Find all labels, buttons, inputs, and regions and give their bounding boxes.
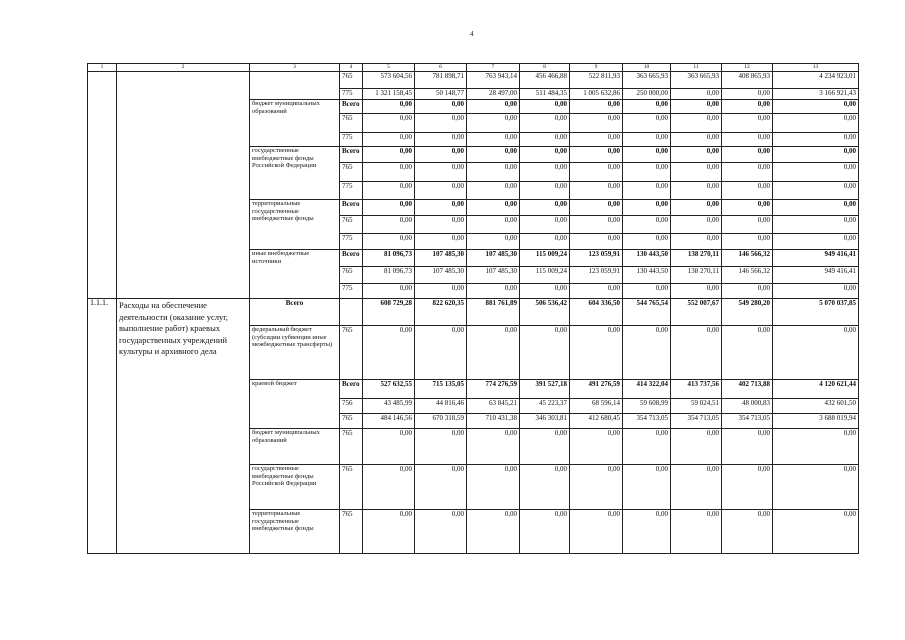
amount-cell: 0,00: [520, 100, 570, 114]
total-amount-cell: 3 166 921,43: [773, 89, 859, 100]
amount-cell: 0,00: [520, 429, 570, 465]
amount-cell: 0,00: [671, 100, 722, 114]
amount-cell: 59 608,99: [623, 399, 671, 414]
amount-cell: 146 566,32: [722, 267, 773, 284]
amount-cell: 0,00: [467, 163, 520, 182]
total-amount-cell: 0,00: [773, 100, 859, 114]
amount-cell: 0,00: [363, 200, 415, 216]
amount-cell: 0,00: [671, 284, 722, 299]
amount-cell: 0,00: [623, 200, 671, 216]
code-cell: Всего: [340, 380, 363, 399]
amount-cell: 0,00: [520, 465, 570, 510]
header-cell: 2: [117, 64, 250, 72]
amount-cell: 0,00: [623, 100, 671, 114]
amount-cell: 107 485,30: [415, 250, 467, 267]
amount-cell: 0,00: [415, 163, 467, 182]
amount-cell: 0,00: [623, 326, 671, 380]
source-label: территориальные государственные внебюджетные фонды: [250, 510, 340, 554]
amount-cell: 0,00: [415, 182, 467, 200]
amount-cell: 822 620,35: [415, 299, 467, 326]
amount-cell: 123 059,91: [570, 250, 623, 267]
amount-cell: 0,00: [363, 147, 415, 163]
amount-cell: 0,00: [363, 182, 415, 200]
code-cell: Всего: [340, 250, 363, 267]
amount-cell: 0,00: [467, 100, 520, 114]
header-row: [88, 64, 859, 72]
code-cell: 775: [340, 182, 363, 200]
budget-table: [87, 63, 859, 554]
amount-cell: 881 761,89: [467, 299, 520, 326]
total-amount-cell: 3 688 019,94: [773, 414, 859, 429]
amount-cell: 506 536,42: [520, 299, 570, 326]
amount-cell: 0,00: [671, 216, 722, 234]
amount-cell: 414 322,04: [623, 380, 671, 399]
source-label: территориальные государственные внебюджетные фонды: [250, 200, 340, 250]
amount-cell: 346 303,81: [520, 414, 570, 429]
amount-cell: 0,00: [520, 163, 570, 182]
total-amount-cell: 5 070 037,85: [773, 299, 859, 326]
code-cell: 765: [340, 326, 363, 380]
amount-cell: 0,00: [520, 114, 570, 133]
amount-cell: 413 737,56: [671, 380, 722, 399]
amount-cell: 0,00: [363, 114, 415, 133]
total-amount-cell: 949 416,41: [773, 267, 859, 284]
amount-cell: 0,00: [520, 284, 570, 299]
amount-cell: 0,00: [671, 510, 722, 554]
amount-cell: 0,00: [722, 89, 773, 100]
total-amount-cell: 0,00: [773, 465, 859, 510]
header-cell: 6: [415, 64, 467, 72]
amount-cell: 527 632,55: [363, 380, 415, 399]
total-amount-cell: 0,00: [773, 147, 859, 163]
amount-cell: 138 270,11: [671, 267, 722, 284]
amount-cell: 0,00: [467, 147, 520, 163]
code-cell: 756: [340, 399, 363, 414]
amount-cell: 138 270,11: [671, 250, 722, 267]
code-cell: 775: [340, 284, 363, 299]
amount-cell: 0,00: [623, 465, 671, 510]
amount-cell: 0,00: [467, 510, 520, 554]
table-row: [88, 299, 859, 326]
total-amount-cell: 0,00: [773, 216, 859, 234]
amount-cell: 0,00: [671, 234, 722, 250]
amount-cell: 484 146,56: [363, 414, 415, 429]
amount-cell: 0,00: [623, 163, 671, 182]
amount-cell: 0,00: [722, 147, 773, 163]
amount-cell: 0,00: [415, 234, 467, 250]
code-cell: 775: [340, 234, 363, 250]
amount-cell: 710 431,38: [467, 414, 520, 429]
amount-cell: 0,00: [415, 465, 467, 510]
header-cell: 8: [520, 64, 570, 72]
header-cell: 12: [722, 64, 773, 72]
amount-cell: 0,00: [415, 284, 467, 299]
amount-cell: 0,00: [671, 89, 722, 100]
amount-cell: 774 276,59: [467, 380, 520, 399]
amount-cell: 0,00: [363, 510, 415, 554]
amount-cell: 0,00: [623, 147, 671, 163]
source-label: федеральный бюджет (субсидии субвенции иные межбюджетные трансферты): [250, 326, 340, 380]
amount-cell: 0,00: [363, 133, 415, 147]
amount-cell: 0,00: [722, 114, 773, 133]
code-cell: Всего: [340, 147, 363, 163]
amount-cell: 552 007,67: [671, 299, 722, 326]
amount-cell: 0,00: [467, 465, 520, 510]
amount-cell: 0,00: [671, 429, 722, 465]
amount-cell: 0,00: [363, 465, 415, 510]
amount-cell: 0,00: [415, 133, 467, 147]
amount-cell: 68 596,14: [570, 399, 623, 414]
amount-cell: 456 466,88: [520, 72, 570, 89]
amount-cell: 0,00: [467, 429, 520, 465]
amount-cell: 0,00: [722, 163, 773, 182]
amount-cell: 573 604,56: [363, 72, 415, 89]
amount-cell: 44 816,46: [415, 399, 467, 414]
header-cell: 7: [467, 64, 520, 72]
amount-cell: 0,00: [467, 200, 520, 216]
code-cell: 775: [340, 133, 363, 147]
amount-cell: 0,00: [415, 200, 467, 216]
amount-cell: 491 276,59: [570, 380, 623, 399]
amount-cell: 250 000,00: [623, 89, 671, 100]
amount-cell: 43 485,99: [363, 399, 415, 414]
code-cell: 765: [340, 114, 363, 133]
total-amount-cell: 432 601,50: [773, 399, 859, 414]
amount-cell: 0,00: [467, 234, 520, 250]
amount-cell: 0,00: [623, 133, 671, 147]
code-cell: Всего: [340, 100, 363, 114]
amount-cell: 0,00: [722, 200, 773, 216]
source-label: бюджет муниципальных образований: [250, 100, 340, 147]
amount-cell: 0,00: [570, 114, 623, 133]
amount-cell: 354 713,05: [623, 414, 671, 429]
total-amount-cell: 0,00: [773, 429, 859, 465]
amount-cell: 0,00: [363, 100, 415, 114]
amount-cell: 763 943,14: [467, 72, 520, 89]
amount-cell: 48 000,83: [722, 399, 773, 414]
header-cell: 11: [671, 64, 722, 72]
amount-cell: 0,00: [623, 284, 671, 299]
amount-cell: 0,00: [570, 234, 623, 250]
code-cell: 765: [340, 414, 363, 429]
amount-cell: 354 713,05: [722, 414, 773, 429]
amount-cell: 363 665,93: [671, 72, 722, 89]
amount-cell: 0,00: [363, 216, 415, 234]
amount-cell: 0,00: [671, 114, 722, 133]
empty-source-cell: [250, 72, 340, 100]
amount-cell: 0,00: [520, 182, 570, 200]
amount-cell: 0,00: [722, 216, 773, 234]
amount-cell: 0,00: [722, 510, 773, 554]
amount-cell: 0,00: [415, 510, 467, 554]
amount-cell: 115 009,24: [520, 267, 570, 284]
total-amount-cell: 0,00: [773, 114, 859, 133]
amount-cell: 0,00: [363, 429, 415, 465]
amount-cell: 0,00: [671, 163, 722, 182]
amount-cell: 0,00: [722, 182, 773, 200]
amount-cell: 0,00: [722, 234, 773, 250]
amount-cell: 0,00: [520, 147, 570, 163]
total-amount-cell: 0,00: [773, 326, 859, 380]
amount-cell: 81 096,73: [363, 267, 415, 284]
amount-cell: 0,00: [623, 216, 671, 234]
amount-cell: 402 713,88: [722, 380, 773, 399]
amount-cell: 549 280,20: [722, 299, 773, 326]
amount-cell: 0,00: [415, 429, 467, 465]
source-label: бюджет муниципальных образований: [250, 429, 340, 465]
amount-cell: 107 485,30: [467, 267, 520, 284]
amount-cell: 391 527,18: [520, 380, 570, 399]
header-cell: 1: [88, 64, 117, 72]
amount-cell: 511 484,35: [520, 89, 570, 100]
amount-cell: 0,00: [671, 147, 722, 163]
amount-cell: 123 059,91: [570, 267, 623, 284]
amount-cell: 0,00: [623, 114, 671, 133]
header-cell: 3: [250, 64, 340, 72]
amount-cell: 0,00: [520, 326, 570, 380]
amount-cell: 0,00: [722, 465, 773, 510]
amount-cell: 0,00: [623, 510, 671, 554]
code-cell: 775: [340, 89, 363, 100]
amount-cell: 0,00: [722, 100, 773, 114]
source-label: государственные внебюджетные фонды Российской Федерации: [250, 465, 340, 510]
amount-cell: 0,00: [363, 234, 415, 250]
code-cell: [340, 299, 363, 326]
empty-description-cell: [117, 72, 250, 299]
amount-cell: 130 443,50: [623, 250, 671, 267]
amount-cell: 130 443,50: [623, 267, 671, 284]
amount-cell: 0,00: [520, 133, 570, 147]
amount-cell: 0,00: [363, 163, 415, 182]
item-description: Расходы на обеспечение деятельности (оказание услуг, выполнение работ) краевых государственных учреждений культуры и архивного дела: [117, 299, 250, 554]
code-cell: 765: [340, 163, 363, 182]
header-cell: 13: [773, 64, 859, 72]
amount-cell: 28 497,00: [467, 89, 520, 100]
amount-cell: 45 223,37: [520, 399, 570, 414]
amount-cell: 412 680,45: [570, 414, 623, 429]
amount-cell: 0,00: [671, 326, 722, 380]
total-amount-cell: 0,00: [773, 182, 859, 200]
code-cell: 765: [340, 216, 363, 234]
amount-cell: 0,00: [467, 133, 520, 147]
amount-cell: 0,00: [671, 200, 722, 216]
amount-cell: 715 135,05: [415, 380, 467, 399]
source-label: государственные внебюджетные фонды Российской Федерации: [250, 147, 340, 200]
header-cell: 10: [623, 64, 671, 72]
code-cell: 765: [340, 465, 363, 510]
amount-cell: 59 024,51: [671, 399, 722, 414]
source-label: краевой бюджет: [250, 380, 340, 429]
total-amount-cell: 0,00: [773, 200, 859, 216]
amount-cell: 0,00: [415, 100, 467, 114]
amount-cell: 0,00: [570, 147, 623, 163]
amount-cell: 0,00: [520, 200, 570, 216]
code-cell: 765: [340, 429, 363, 465]
amount-cell: 408 865,93: [722, 72, 773, 89]
total-amount-cell: 0,00: [773, 284, 859, 299]
amount-cell: 107 485,30: [467, 250, 520, 267]
total-amount-cell: 0,00: [773, 163, 859, 182]
amount-cell: 0,00: [722, 133, 773, 147]
header-cell: 9: [570, 64, 623, 72]
amount-cell: 0,00: [570, 510, 623, 554]
table-row: [88, 72, 859, 89]
amount-cell: 0,00: [570, 284, 623, 299]
page-number: 4: [470, 30, 474, 38]
amount-cell: 0,00: [363, 326, 415, 380]
code-cell: 765: [340, 72, 363, 89]
amount-cell: 0,00: [363, 284, 415, 299]
total-amount-cell: 0,00: [773, 234, 859, 250]
amount-cell: 670 318,59: [415, 414, 467, 429]
amount-cell: 0,00: [570, 100, 623, 114]
amount-cell: 0,00: [570, 429, 623, 465]
amount-cell: 0,00: [415, 216, 467, 234]
amount-cell: 604 336,50: [570, 299, 623, 326]
amount-cell: 0,00: [570, 216, 623, 234]
amount-cell: 354 713,05: [671, 414, 722, 429]
amount-cell: 0,00: [570, 465, 623, 510]
total-amount-cell: 949 416,41: [773, 250, 859, 267]
amount-cell: 107 485,30: [415, 267, 467, 284]
amount-cell: 0,00: [623, 182, 671, 200]
amount-cell: 0,00: [570, 133, 623, 147]
total-amount-cell: 4 120 621,44: [773, 380, 859, 399]
amount-cell: 0,00: [570, 182, 623, 200]
empty-number-cell: [88, 72, 117, 299]
amount-cell: 363 665,93: [623, 72, 671, 89]
amount-cell: 0,00: [520, 234, 570, 250]
amount-cell: 63 845,21: [467, 399, 520, 414]
amount-cell: 81 096,73: [363, 250, 415, 267]
amount-cell: 0,00: [570, 163, 623, 182]
amount-cell: 0,00: [623, 234, 671, 250]
amount-cell: 0,00: [570, 200, 623, 216]
amount-cell: 0,00: [671, 465, 722, 510]
amount-cell: 0,00: [415, 114, 467, 133]
source-label: иные внебюджетные источники: [250, 250, 340, 299]
amount-cell: 0,00: [467, 216, 520, 234]
amount-cell: 0,00: [467, 182, 520, 200]
amount-cell: 544 765,54: [623, 299, 671, 326]
amount-cell: 0,00: [415, 326, 467, 380]
amount-cell: 0,00: [467, 114, 520, 133]
amount-cell: 0,00: [722, 284, 773, 299]
total-amount-cell: 0,00: [773, 133, 859, 147]
amount-cell: 0,00: [467, 284, 520, 299]
amount-cell: 50 148,77: [415, 89, 467, 100]
amount-cell: 0,00: [671, 133, 722, 147]
amount-cell: 0,00: [467, 326, 520, 380]
amount-cell: 0,00: [570, 326, 623, 380]
code-cell: Всего: [340, 200, 363, 216]
amount-cell: 522 811,93: [570, 72, 623, 89]
header-cell: 5: [363, 64, 415, 72]
amount-cell: 0,00: [671, 182, 722, 200]
amount-cell: 146 566,32: [722, 250, 773, 267]
header-cell: 4: [340, 64, 363, 72]
total-amount-cell: 4 234 923,01: [773, 72, 859, 89]
code-cell: 765: [340, 510, 363, 554]
amount-cell: 1 321 158,45: [363, 89, 415, 100]
code-cell: 765: [340, 267, 363, 284]
amount-cell: 608 729,28: [363, 299, 415, 326]
amount-cell: 0,00: [520, 510, 570, 554]
amount-cell: 115 009,24: [520, 250, 570, 267]
amount-cell: 1 005 632,86: [570, 89, 623, 100]
item-number: 1.1.1.: [88, 299, 117, 554]
total-label: Всего: [250, 299, 340, 326]
amount-cell: 0,00: [520, 216, 570, 234]
amount-cell: 0,00: [623, 429, 671, 465]
amount-cell: 0,00: [722, 429, 773, 465]
total-amount-cell: 0,00: [773, 510, 859, 554]
amount-cell: 0,00: [722, 326, 773, 380]
amount-cell: 0,00: [415, 147, 467, 163]
amount-cell: 781 898,71: [415, 72, 467, 89]
